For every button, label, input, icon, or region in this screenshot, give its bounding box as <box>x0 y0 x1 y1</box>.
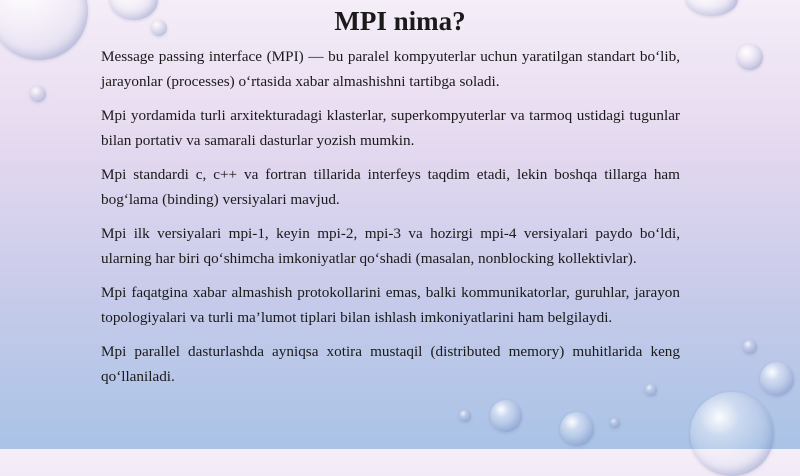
bubble-decoration <box>560 412 594 446</box>
paragraph: Mpi ilk versiyalari mpi-1, keyin mpi-2, mpi-3 va hozirgi mpi-4 versiyalari paydo bo‘ldi, ularning har biri qo‘shimcha imkoniyatlar qo‘shadi (masalan, nonblocking kollektivlar). <box>101 225 680 267</box>
paragraph: Mpi standardi c, c++ va fortran tillarida interfeys taqdim etadi, lekin boshqa tillarga ham bog‘lama (binding) versiyalari mavjud. <box>101 166 680 208</box>
paragraph: Mpi yordamida turli arxitekturadagi klasterlar, superkompyuterlar va tarmoq ustidagi tugunlar bilan portativ va samarali dasturlar yozish mumkin. <box>101 107 680 149</box>
paragraph: Mpi faqatgina xabar almashish protokollarini emas, balki kommunikatorlar, guruhlar, jarayon topologiyalari va turli ma’lumot tiplari bilan ishlash imkoniyatlarini ham belgilaydi. <box>101 284 680 326</box>
bubble-decoration <box>737 44 763 70</box>
bubble-decoration <box>690 392 774 476</box>
slide-body <box>101 45 680 399</box>
bubble-decoration <box>610 418 620 428</box>
bubble-decoration <box>743 340 757 354</box>
paragraph: Mpi parallel dasturlashda ayniqsa xotira mustaqil (distributed memory) muhitlarida keng qo‘llaniladi. <box>101 343 680 385</box>
bubble-decoration <box>0 0 88 60</box>
bubble-decoration <box>30 86 46 102</box>
slide-title: MPI nima? <box>334 6 466 36</box>
bubble-decoration <box>490 400 522 432</box>
bubble-decoration <box>760 362 794 396</box>
bubble-decoration <box>459 410 471 422</box>
paragraph: Message passing interface (MPI) — bu paralel kompyuterlar uchun yaratilgan standart bo‘lib, jarayonlar (processes) o‘rtasida xabar almashishni tartibga soladi. <box>101 48 680 90</box>
